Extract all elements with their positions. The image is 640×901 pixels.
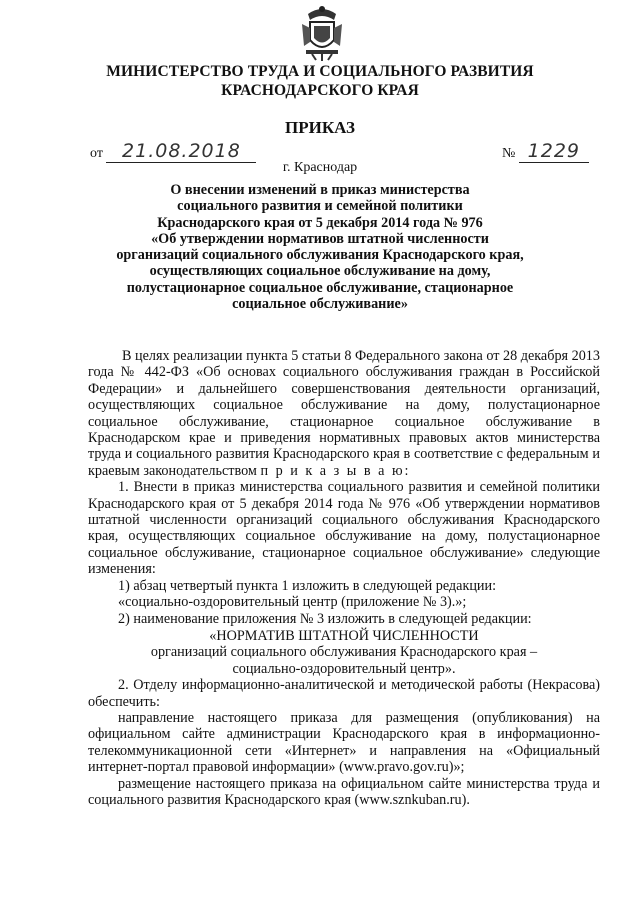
item-2: 2. Отделу информационно-аналитической и методической работы (Некрасова) обеспечить: bbox=[88, 677, 600, 710]
decree-word: п р и к а з ы в а ю: bbox=[260, 462, 411, 479]
heading-line: полустационарное социальное обслуживание, стационарное bbox=[126, 279, 514, 296]
heading-line: социальное обслуживание» bbox=[232, 296, 408, 313]
number-prefix: № bbox=[502, 146, 516, 161]
heading-line: Краснодарского края от 5 декабря 2014 года № 976 bbox=[157, 214, 483, 231]
item-1-sub-1: 1) абзац четвертый пункта 1 изложить в следующей редакции: bbox=[118, 577, 497, 594]
handwritten-number: 1229 bbox=[527, 140, 581, 162]
intro-paragraph bbox=[88, 348, 600, 479]
heading-line: осуществляющих социальное обслуживание на дому, bbox=[149, 263, 491, 280]
order-body bbox=[88, 348, 600, 808]
order-title: ПРИКАЗ bbox=[285, 118, 355, 137]
city: г. Краснодар bbox=[282, 160, 358, 175]
item-1: 1. Внести в приказ министерства социального развития и семейной политики Краснодарского края от 5 декабря 2014 года № 976 «Об утверждении нормативов штатной численности организаций социального обслуживания Краснодарского края, осуществляющих социальное обслуживание на дому, полустационарное социальное обслуживание, стационарное социальное обслуживание» следующие изменения: bbox=[88, 479, 600, 578]
item-1-sub-2: 2) наименование приложения № 3 изложить в следующей редакции: bbox=[118, 610, 532, 627]
item-1-sub-1-text: «социально-оздоровительный центр (приложение № 3).»; bbox=[118, 594, 467, 611]
order-heading bbox=[80, 182, 560, 312]
ministry-name-line-2: КРАСНОДАРСКОГО КРАЯ bbox=[221, 82, 419, 99]
handwritten-date: 21.08.2018 bbox=[122, 140, 241, 162]
heading-line: О внесении изменений в приказ министерства bbox=[170, 182, 470, 198]
item-2-b: размещение настоящего приказа на официальном сайте министерства труда и социального развития Краснодарского края (www.sznkuban.ru). bbox=[88, 775, 600, 808]
norm-line-2: организаций социального обслуживания Краснодарского края – bbox=[150, 644, 538, 661]
date-prefix: от bbox=[90, 146, 103, 161]
norm-title: «НОРМАТИВ ШТАТНОЙ ЧИСЛЕННОСТИ bbox=[209, 627, 479, 644]
heading-line: «Об утверждении нормативов штатной численности bbox=[151, 230, 489, 247]
heading-line: социального развития и семейной политики bbox=[177, 198, 463, 215]
item-2-a: направление настоящего приказа для размещения (опубликования) на официальном сайте администрации Краснодарского края в информационно-телекоммуникационной сети «Интернет» и направления на «Официальный интернет-портал правовой информации» (www.pravo.gov.ru)»; bbox=[88, 709, 600, 776]
coat-of-arms-emblem bbox=[300, 2, 344, 62]
norm-line-3: социально-оздоровительный центр». bbox=[232, 660, 456, 677]
ministry-name-line-1: МИНИСТЕРСТВО ТРУДА И СОЦИАЛЬНОГО РАЗВИТИЯ bbox=[106, 63, 534, 80]
heading-line: организаций социального обслуживания Краснодарского края, bbox=[116, 247, 524, 264]
intro-text: В целях реализации пункта 5 статьи 8 Федерального закона от 28 декабря 2013 года № 442-ФЗ «Об основах социального обслуживания граждан в Российской Федерации» и дальнейшего совершенствования деятельности организаций, осуществляющих социальное обслуживание на дому, полустационарное социальное обслуживание, стационарное социальное обслуживание в Краснодарском крае и приведения нормативных правовых актов министерства труда и социального развития Краснодарского края в соответствие с федеральным и краевым законодательством bbox=[88, 348, 600, 479]
